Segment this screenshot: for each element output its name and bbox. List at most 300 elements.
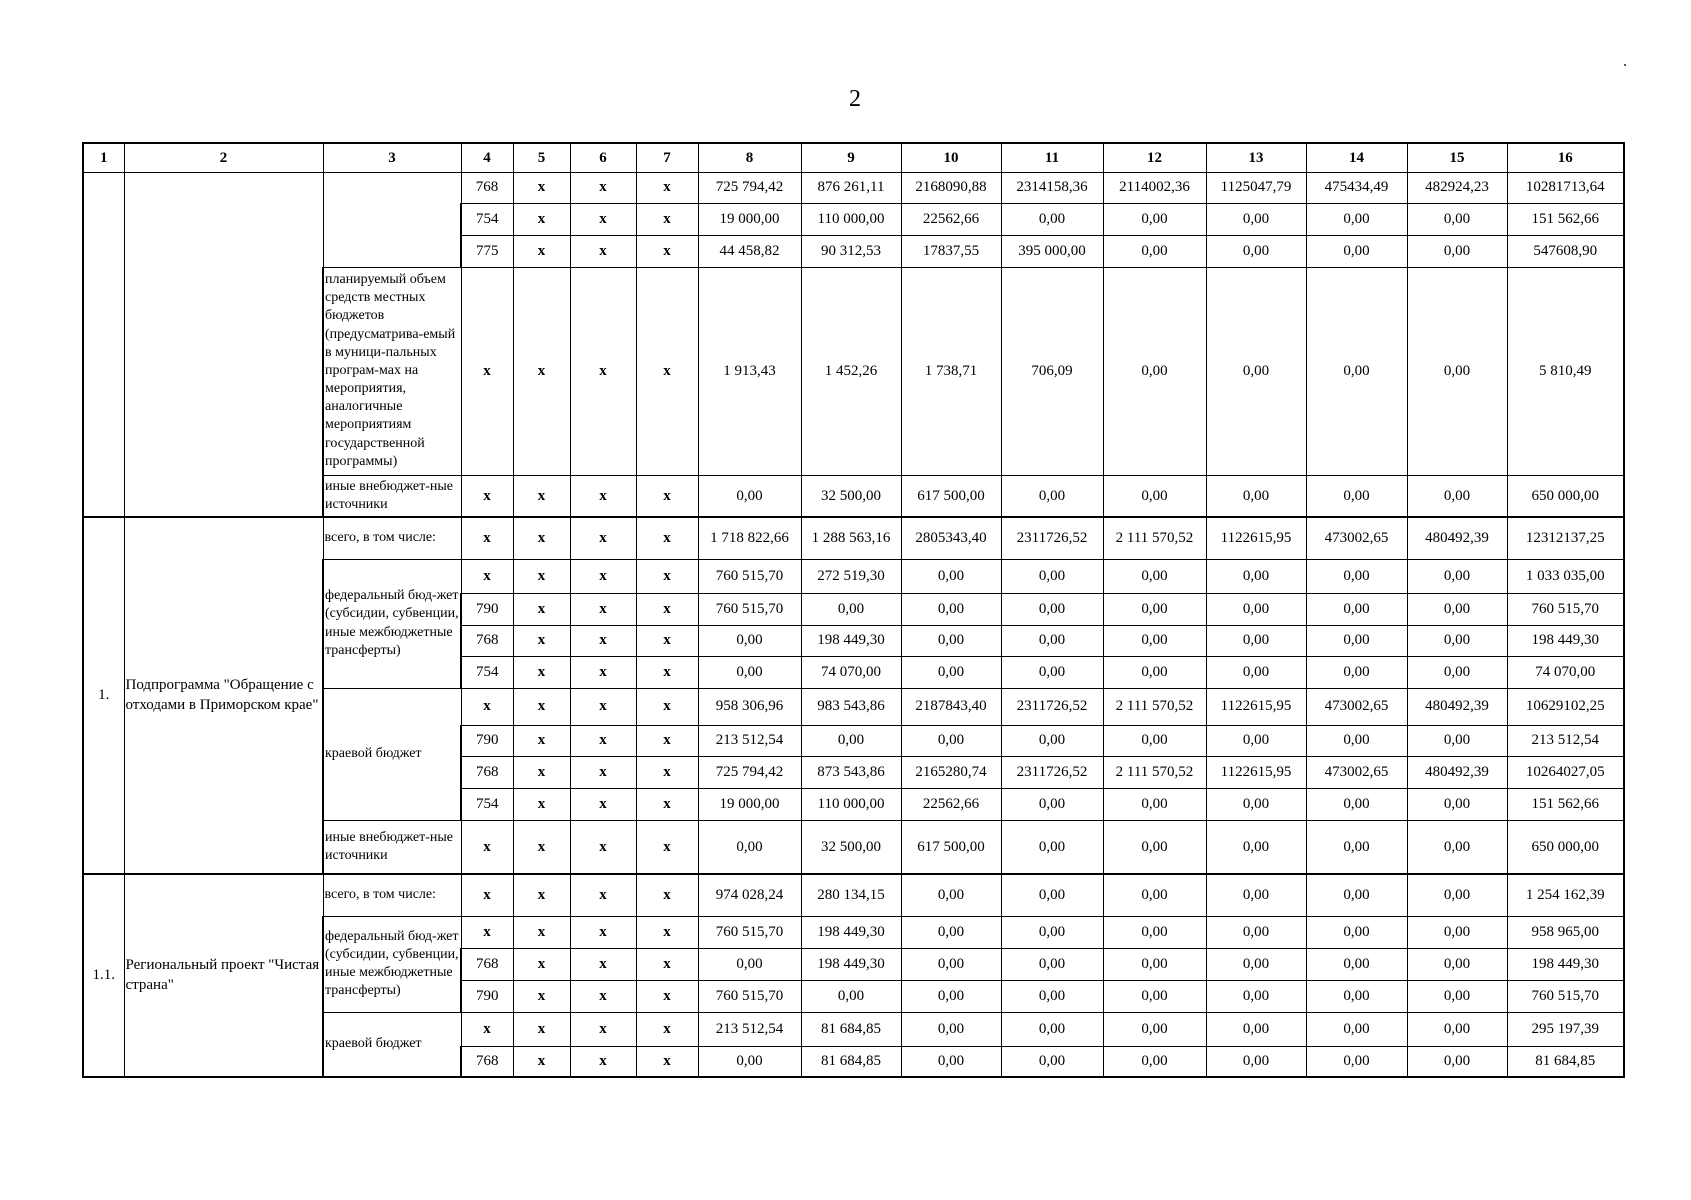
table-cell: 2311726,52 (1001, 756, 1103, 788)
table-cell: 0,00 (901, 559, 1001, 593)
table-cell: 1125047,79 (1206, 172, 1306, 203)
table-cell: 650 000,00 (1507, 475, 1624, 517)
table-cell: 480492,39 (1407, 688, 1507, 725)
table-cell: x (513, 625, 570, 656)
table-cell: x (570, 517, 636, 559)
table-cell: 81 684,85 (801, 1012, 901, 1046)
table-cell: x (636, 788, 698, 820)
table-cell: 2168090,88 (901, 172, 1001, 203)
table-cell: x (636, 172, 698, 203)
table-cell: x (570, 756, 636, 788)
table-cell: 213 512,54 (1507, 725, 1624, 756)
table-cell: x (636, 1046, 698, 1077)
table-cell: x (636, 559, 698, 593)
table-cell: x (461, 688, 513, 725)
table-cell: 0,00 (1306, 725, 1407, 756)
table-cell: 110 000,00 (801, 788, 901, 820)
table-cell: 473002,65 (1306, 517, 1407, 559)
table-cell: 2314158,36 (1001, 172, 1103, 203)
table-cell: x (636, 1012, 698, 1046)
table-cell: 0,00 (801, 980, 901, 1012)
table-cell: 0,00 (1103, 593, 1206, 625)
section-number: 1.1. (83, 874, 124, 1077)
table-cell: 0,00 (698, 625, 801, 656)
table-cell: 17837,55 (901, 235, 1001, 267)
table-cell: 790 (461, 980, 513, 1012)
table-cell: x (636, 517, 698, 559)
table-cell: x (570, 980, 636, 1012)
source-local-budgets: планируемый объем средств местных бюджетов (предусматрива-емый в муници-пальных програм-мах на мероприятия, аналогичные мероприятиям государственной программы) (323, 267, 461, 475)
table-cell: 1 738,71 (901, 267, 1001, 475)
table-cell: x (570, 267, 636, 475)
table-cell: x (636, 980, 698, 1012)
table-cell: 0,00 (698, 475, 801, 517)
table-cell: 0,00 (1001, 820, 1103, 874)
table-cell: 0,00 (1206, 980, 1306, 1012)
table-cell: 0,00 (698, 948, 801, 980)
table-cell: 0,00 (1407, 874, 1507, 916)
table-cell: x (513, 203, 570, 235)
table-cell: 2311726,52 (1001, 517, 1103, 559)
table-cell: 0,00 (1306, 820, 1407, 874)
table-cell: 0,00 (1001, 559, 1103, 593)
table-cell: x (513, 948, 570, 980)
table-cell: 0,00 (1206, 820, 1306, 874)
table-cell: 0,00 (901, 1046, 1001, 1077)
table-cell: 10264027,05 (1507, 756, 1624, 788)
table-cell: x (513, 267, 570, 475)
table-cell: 0,00 (901, 874, 1001, 916)
col-header: 3 (323, 143, 461, 172)
table-cell: 0,00 (698, 656, 801, 688)
table-cell: 0,00 (1206, 916, 1306, 948)
table-cell: 295 197,39 (1507, 1012, 1624, 1046)
col-header: 16 (1507, 143, 1624, 172)
table-cell: 0,00 (1206, 725, 1306, 756)
table-cell: x (570, 593, 636, 625)
table-cell: 760 515,70 (1507, 593, 1624, 625)
table-cell: 280 134,15 (801, 874, 901, 916)
table-cell: x (636, 756, 698, 788)
table-cell: 0,00 (1407, 625, 1507, 656)
table-cell: 0,00 (1103, 948, 1206, 980)
table-cell: x (570, 172, 636, 203)
col-header: 1 (83, 143, 124, 172)
table-cell: x (636, 688, 698, 725)
table-cell: 12312137,25 (1507, 517, 1624, 559)
col-header: 2 (124, 143, 323, 172)
table-cell: x (513, 874, 570, 916)
table-cell: 2 111 570,52 (1103, 517, 1206, 559)
table-cell: 0,00 (1206, 1012, 1306, 1046)
table-cell: 395 000,00 (1001, 235, 1103, 267)
table-cell: 0,00 (1407, 656, 1507, 688)
table-cell: 0,00 (1103, 788, 1206, 820)
table-cell: 760 515,70 (698, 559, 801, 593)
table-cell: 1122615,95 (1206, 688, 1306, 725)
table-cell: 0,00 (1306, 948, 1407, 980)
table-cell: 0,00 (1407, 980, 1507, 1012)
table-cell: x (570, 1046, 636, 1077)
table-cell: x (513, 235, 570, 267)
table-cell: 0,00 (1306, 874, 1407, 916)
table-cell: x (513, 517, 570, 559)
table-cell: 0,00 (1306, 625, 1407, 656)
table-cell: 151 562,66 (1507, 203, 1624, 235)
table-cell: 0,00 (1103, 235, 1206, 267)
table-cell: 0,00 (1206, 948, 1306, 980)
table-cell: 74 070,00 (801, 656, 901, 688)
table-cell: 958 965,00 (1507, 916, 1624, 948)
table-cell: 754 (461, 788, 513, 820)
table-cell: 10629102,25 (1507, 688, 1624, 725)
col-header: 9 (801, 143, 901, 172)
table-cell: 2187843,40 (901, 688, 1001, 725)
table-cell: 0,00 (1103, 1012, 1206, 1046)
table-cell: 81 684,85 (801, 1046, 901, 1077)
table-cell: 2 111 570,52 (1103, 756, 1206, 788)
table-cell: 0,00 (1103, 725, 1206, 756)
table-cell: 198 449,30 (801, 916, 901, 948)
table-cell: 213 512,54 (698, 725, 801, 756)
table-row (83, 874, 1624, 916)
table-cell: 482924,23 (1407, 172, 1507, 203)
table-cell: x (513, 656, 570, 688)
table-cell: 0,00 (1407, 916, 1507, 948)
table-cell: 760 515,70 (698, 980, 801, 1012)
table-cell: x (570, 688, 636, 725)
table-cell: x (461, 517, 513, 559)
table-cell: 2805343,40 (901, 517, 1001, 559)
source-regional: краевой бюджет (323, 688, 461, 820)
table-cell: 1 718 822,66 (698, 517, 801, 559)
table-cell: 0,00 (1306, 656, 1407, 688)
table-cell: x (513, 688, 570, 725)
table-cell: 32 500,00 (801, 475, 901, 517)
table-cell: 958 306,96 (698, 688, 801, 725)
table-cell: 768 (461, 625, 513, 656)
table-cell: 760 515,70 (698, 593, 801, 625)
table-cell: 0,00 (901, 656, 1001, 688)
table-cell: 768 (461, 1046, 513, 1077)
table-cell: 0,00 (1103, 559, 1206, 593)
table-cell: 198 449,30 (801, 948, 901, 980)
table-cell: x (636, 948, 698, 980)
table-cell: x (636, 593, 698, 625)
table-cell: x (513, 725, 570, 756)
table-cell: 0,00 (1306, 980, 1407, 1012)
table-cell: 0,00 (1001, 788, 1103, 820)
table-cell: 0,00 (1103, 980, 1206, 1012)
col-header: 10 (901, 143, 1001, 172)
table-cell: x (636, 267, 698, 475)
table-cell: x (570, 203, 636, 235)
table-cell: 650 000,00 (1507, 820, 1624, 874)
table-cell: 22562,66 (901, 788, 1001, 820)
table-cell: x (570, 820, 636, 874)
table-cell: 754 (461, 203, 513, 235)
col-header: 13 (1206, 143, 1306, 172)
table-cell: 0,00 (1306, 1012, 1407, 1046)
table-cell: 790 (461, 593, 513, 625)
budget-table (82, 142, 1625, 1078)
col-header: 11 (1001, 143, 1103, 172)
table-cell: 0,00 (1001, 656, 1103, 688)
table-cell: 0,00 (1407, 475, 1507, 517)
col-header: 8 (698, 143, 801, 172)
table-cell: 1122615,95 (1206, 517, 1306, 559)
table-cell: 0,00 (901, 725, 1001, 756)
table-cell: 2165280,74 (901, 756, 1001, 788)
table-cell: 0,00 (1306, 916, 1407, 948)
table-cell: 0,00 (1407, 788, 1507, 820)
table-cell: 2114002,36 (1103, 172, 1206, 203)
table-cell: 547608,90 (1507, 235, 1624, 267)
table-cell: 0,00 (1206, 788, 1306, 820)
table-cell: x (636, 203, 698, 235)
table-cell: x (570, 916, 636, 948)
table-cell: 0,00 (1103, 656, 1206, 688)
table-cell: x (636, 625, 698, 656)
table-cell: x (636, 874, 698, 916)
table-cell: 0,00 (1103, 874, 1206, 916)
col-header: 6 (570, 143, 636, 172)
table-cell: 0,00 (1407, 725, 1507, 756)
source-federal: федеральный бюд-жет (субсидии, субвенции, иные межбюджетные трансферты) (323, 559, 461, 688)
header-row (83, 143, 1624, 172)
source-total: всего, в том числе: (323, 874, 461, 916)
col-header: 4 (461, 143, 513, 172)
table-cell: x (513, 172, 570, 203)
table-cell: x (513, 820, 570, 874)
table-cell: x (570, 625, 636, 656)
table-cell: 198 449,30 (801, 625, 901, 656)
table-cell: 706,09 (1001, 267, 1103, 475)
table-cell: x (513, 756, 570, 788)
table-cell: 10281713,64 (1507, 172, 1624, 203)
table-cell: x (461, 820, 513, 874)
section-number: 1. (83, 517, 124, 874)
table-cell: x (636, 656, 698, 688)
table-cell: 0,00 (1206, 267, 1306, 475)
table-cell: 0,00 (1103, 267, 1206, 475)
scan-artifact (1624, 64, 1626, 66)
table-cell: 0,00 (901, 948, 1001, 980)
table-cell: 19 000,00 (698, 203, 801, 235)
table-cell: 0,00 (1407, 1046, 1507, 1077)
table-cell: 90 312,53 (801, 235, 901, 267)
source-cell (323, 172, 461, 267)
table-cell: 0,00 (1407, 203, 1507, 235)
table-cell: 1 913,43 (698, 267, 801, 475)
table-cell: 2311726,52 (1001, 688, 1103, 725)
table-cell: 725 794,42 (698, 756, 801, 788)
table-cell: 768 (461, 948, 513, 980)
col-header: 12 (1103, 143, 1206, 172)
table-cell: 198 449,30 (1507, 948, 1624, 980)
table-cell: x (570, 725, 636, 756)
table-cell: 0,00 (1103, 625, 1206, 656)
table-cell: x (570, 874, 636, 916)
table-cell: x (513, 1046, 570, 1077)
table-cell: 0,00 (1206, 625, 1306, 656)
table-cell: 0,00 (1103, 916, 1206, 948)
table-cell: 0,00 (698, 820, 801, 874)
col-header: 7 (636, 143, 698, 172)
table-cell: 0,00 (1306, 559, 1407, 593)
table-cell: 0,00 (1306, 475, 1407, 517)
table-cell: 0,00 (1407, 267, 1507, 475)
col-header: 14 (1306, 143, 1407, 172)
table-cell: 0,00 (1001, 725, 1103, 756)
table-cell: x (513, 980, 570, 1012)
table-cell: 0,00 (1306, 788, 1407, 820)
table-cell: 0,00 (1206, 203, 1306, 235)
page-number: 2 (849, 86, 861, 112)
table-cell: 473002,65 (1306, 756, 1407, 788)
table-cell: 1 254 162,39 (1507, 874, 1624, 916)
table-cell: 0,00 (901, 593, 1001, 625)
table-cell: 473002,65 (1306, 688, 1407, 725)
table-cell: x (513, 559, 570, 593)
table-cell: 0,00 (1001, 1046, 1103, 1077)
table-cell: 760 515,70 (1507, 980, 1624, 1012)
table-cell: 0,00 (1001, 475, 1103, 517)
table-cell: 0,00 (1407, 948, 1507, 980)
table-cell: 0,00 (1206, 874, 1306, 916)
table-cell: 0,00 (1206, 475, 1306, 517)
table-cell: 725 794,42 (698, 172, 801, 203)
table-cell: 0,00 (1306, 1046, 1407, 1077)
source-other: иные внебюджет-ные источники (323, 475, 461, 517)
table-cell: 272 519,30 (801, 559, 901, 593)
table-cell: 0,00 (1407, 235, 1507, 267)
table-cell: 81 684,85 (1507, 1046, 1624, 1077)
table-cell: 480492,39 (1407, 517, 1507, 559)
table-cell: 760 515,70 (698, 916, 801, 948)
table-cell: 0,00 (1001, 593, 1103, 625)
table-cell: x (570, 559, 636, 593)
table-cell: 768 (461, 756, 513, 788)
table-cell: 0,00 (1206, 235, 1306, 267)
source-total: всего, в том числе: (323, 517, 461, 559)
table-cell: x (636, 235, 698, 267)
table-cell: x (461, 475, 513, 517)
table-cell: 213 512,54 (698, 1012, 801, 1046)
table-cell: 0,00 (901, 980, 1001, 1012)
table-cell: x (461, 559, 513, 593)
table-cell: 19 000,00 (698, 788, 801, 820)
table-cell: x (570, 948, 636, 980)
table-cell: 2 111 570,52 (1103, 688, 1206, 725)
name-cell (124, 172, 323, 517)
table-cell: x (570, 788, 636, 820)
table-cell: 198 449,30 (1507, 625, 1624, 656)
table-cell: 5 810,49 (1507, 267, 1624, 475)
table-cell: 0,00 (1103, 1046, 1206, 1077)
table-cell: 1 288 563,16 (801, 517, 901, 559)
table-cell: 873 543,86 (801, 756, 901, 788)
section-name: Подпрограмма "Обращение с отходами в Приморском крае" (124, 517, 323, 874)
table-cell: 0,00 (1407, 559, 1507, 593)
table-cell: 0,00 (1001, 916, 1103, 948)
number-cell (83, 172, 124, 517)
table-cell: 22562,66 (901, 203, 1001, 235)
table-cell: 0,00 (1206, 656, 1306, 688)
table-cell: 1122615,95 (1206, 756, 1306, 788)
table-row (83, 517, 1624, 559)
table-cell: 0,00 (1407, 593, 1507, 625)
table-cell: x (513, 593, 570, 625)
table-cell: 0,00 (1306, 203, 1407, 235)
table-cell: 0,00 (1103, 203, 1206, 235)
table-cell: 151 562,66 (1507, 788, 1624, 820)
section-name: Региональный проект "Чистая страна" (124, 874, 323, 1077)
table-cell: x (570, 235, 636, 267)
table-cell: x (513, 916, 570, 948)
table-cell: 0,00 (1306, 267, 1407, 475)
table-cell: x (636, 725, 698, 756)
table-cell: 876 261,11 (801, 172, 901, 203)
table-cell: 775 (461, 235, 513, 267)
table-cell: x (570, 656, 636, 688)
table-cell: 0,00 (1001, 1012, 1103, 1046)
table-cell: 0,00 (698, 1046, 801, 1077)
table-cell: x (636, 820, 698, 874)
table-cell: 0,00 (1407, 820, 1507, 874)
table-cell: 0,00 (1206, 1046, 1306, 1077)
table-cell: 480492,39 (1407, 756, 1507, 788)
table-cell: 0,00 (1103, 820, 1206, 874)
table-cell: x (513, 1012, 570, 1046)
table-cell: 1 452,26 (801, 267, 901, 475)
table-cell: 790 (461, 725, 513, 756)
col-header: 15 (1407, 143, 1507, 172)
table-cell: 0,00 (1306, 235, 1407, 267)
table-cell: 974 028,24 (698, 874, 801, 916)
table-cell: x (461, 916, 513, 948)
table-cell: 0,00 (1306, 593, 1407, 625)
table-cell: 617 500,00 (901, 475, 1001, 517)
table-cell: 0,00 (1001, 980, 1103, 1012)
table-cell: 768 (461, 172, 513, 203)
table-cell: 0,00 (901, 625, 1001, 656)
table-cell: x (461, 267, 513, 475)
table-cell: 0,00 (901, 1012, 1001, 1046)
col-header: 5 (513, 143, 570, 172)
table-cell: x (461, 1012, 513, 1046)
table-cell: 0,00 (1001, 203, 1103, 235)
table-cell: 0,00 (901, 916, 1001, 948)
table-cell: 0,00 (1206, 593, 1306, 625)
source-regional: краевой бюджет (323, 1012, 461, 1077)
table-cell: 0,00 (1001, 948, 1103, 980)
table-cell: x (513, 788, 570, 820)
table-cell: 0,00 (1407, 1012, 1507, 1046)
table-cell: 617 500,00 (901, 820, 1001, 874)
source-other: иные внебюджет-ные источники (323, 820, 461, 874)
table-cell: 0,00 (801, 725, 901, 756)
table-row (83, 172, 1624, 203)
table-cell: x (636, 475, 698, 517)
table-cell: 74 070,00 (1507, 656, 1624, 688)
table-cell: 0,00 (1001, 874, 1103, 916)
table-cell: x (636, 916, 698, 948)
table-cell: 0,00 (1206, 559, 1306, 593)
table-cell: 475434,49 (1306, 172, 1407, 203)
table-cell: x (513, 475, 570, 517)
source-federal: федеральный бюд-жет (субсидии, субвенции, иные межбюджетные трансферты) (323, 916, 461, 1012)
